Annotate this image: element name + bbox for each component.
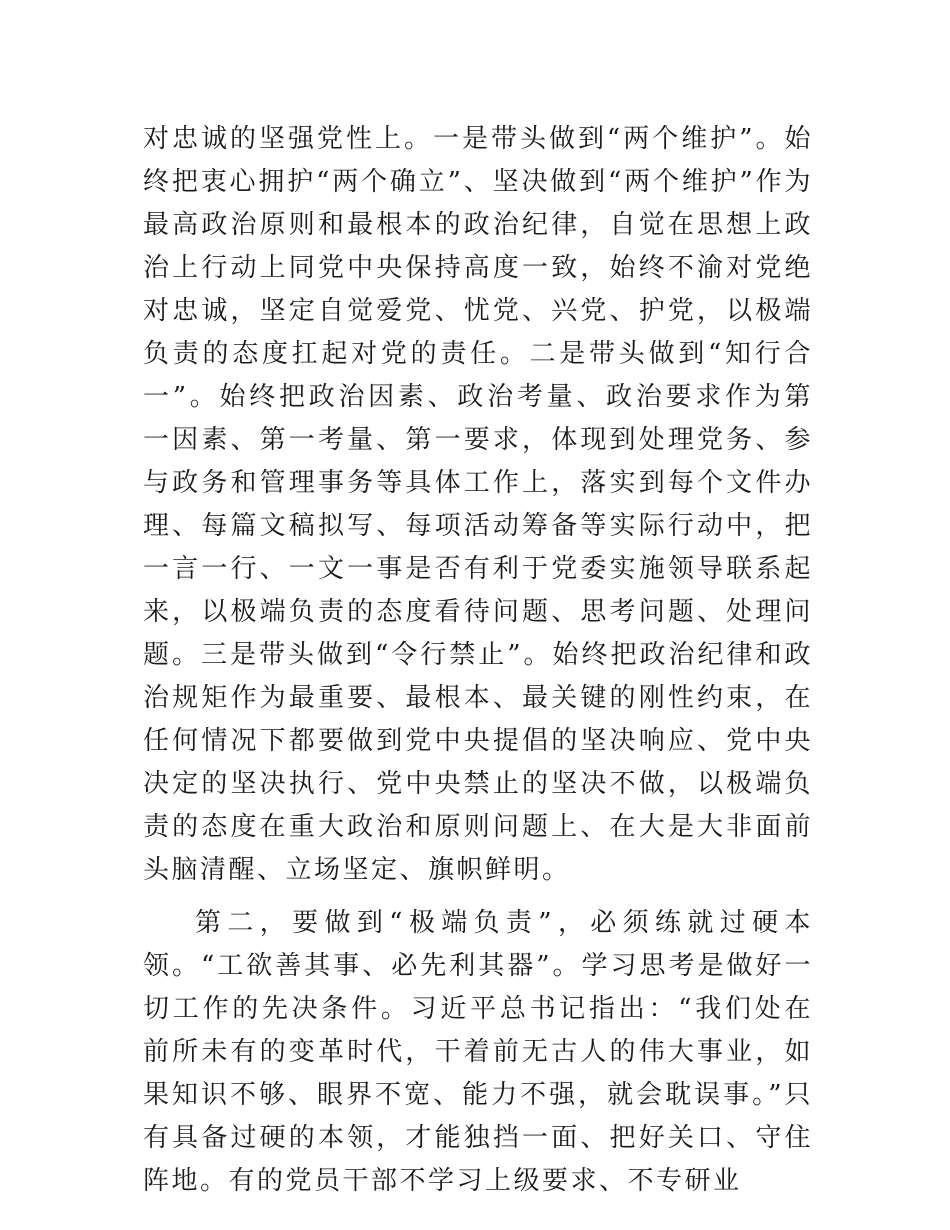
paragraph-second-point: 第二，要做到“极端负责”，必须练就过硬本领。“工欲善其事、必先利其器”。学习思考是做好一切工作的先决条件。习近平总书记指出：“我们处在前所未有的变革时代，干着前无古人的伟大事业，如果知识不够、眼界不宽、能力不强，就会耽误事。”只有具备过硬的本领，才能独挡一面、把好关口、守住阵地。有的党员干部不学习上级要求、不专研业 bbox=[143, 908, 813, 1196]
document-body bbox=[143, 118, 813, 1203]
paragraph-continued: 对忠诚的坚强党性上。一是带头做到“两个维护”。始终把衷心拥护“两个确立”、坚决做到“两个维护”作为最高政治原则和最根本的政治纪律，自觉在思想上政治上行动上同党中央保持高度一致，始终不渝对党绝对忠诚，坚定自觉爱党、忧党、兴党、护党，以极端负责的态度扛起对党的责任。二是带头做到“知行合一”。始终把政治因素、政治考量、政治要求作为第一因素、第一考量、第一要求，体现到处理党务、参与政务和管理事务等具体工作上，落实到每个文件办理、每篇文稿拟写、每项活动筹备等实际行动中，把一言一行、一文一事是否有利于党委实施领导联系起来，以极端负责的态度看待问题、思考问题、处理问题。三是带头做到“令行禁止”。始终把政治纪律和政治规矩作为最重要、最根本、最关键的刚性约束，在任何情况下都要做到党中央提倡的坚决响应、党中央决定的坚决执行、党中央禁止的坚决不做，以极端负责的态度在重大政治和原则问题上、在大是大非面前头脑清醒、立场坚定、旗帜鲜明。 bbox=[143, 124, 813, 885]
